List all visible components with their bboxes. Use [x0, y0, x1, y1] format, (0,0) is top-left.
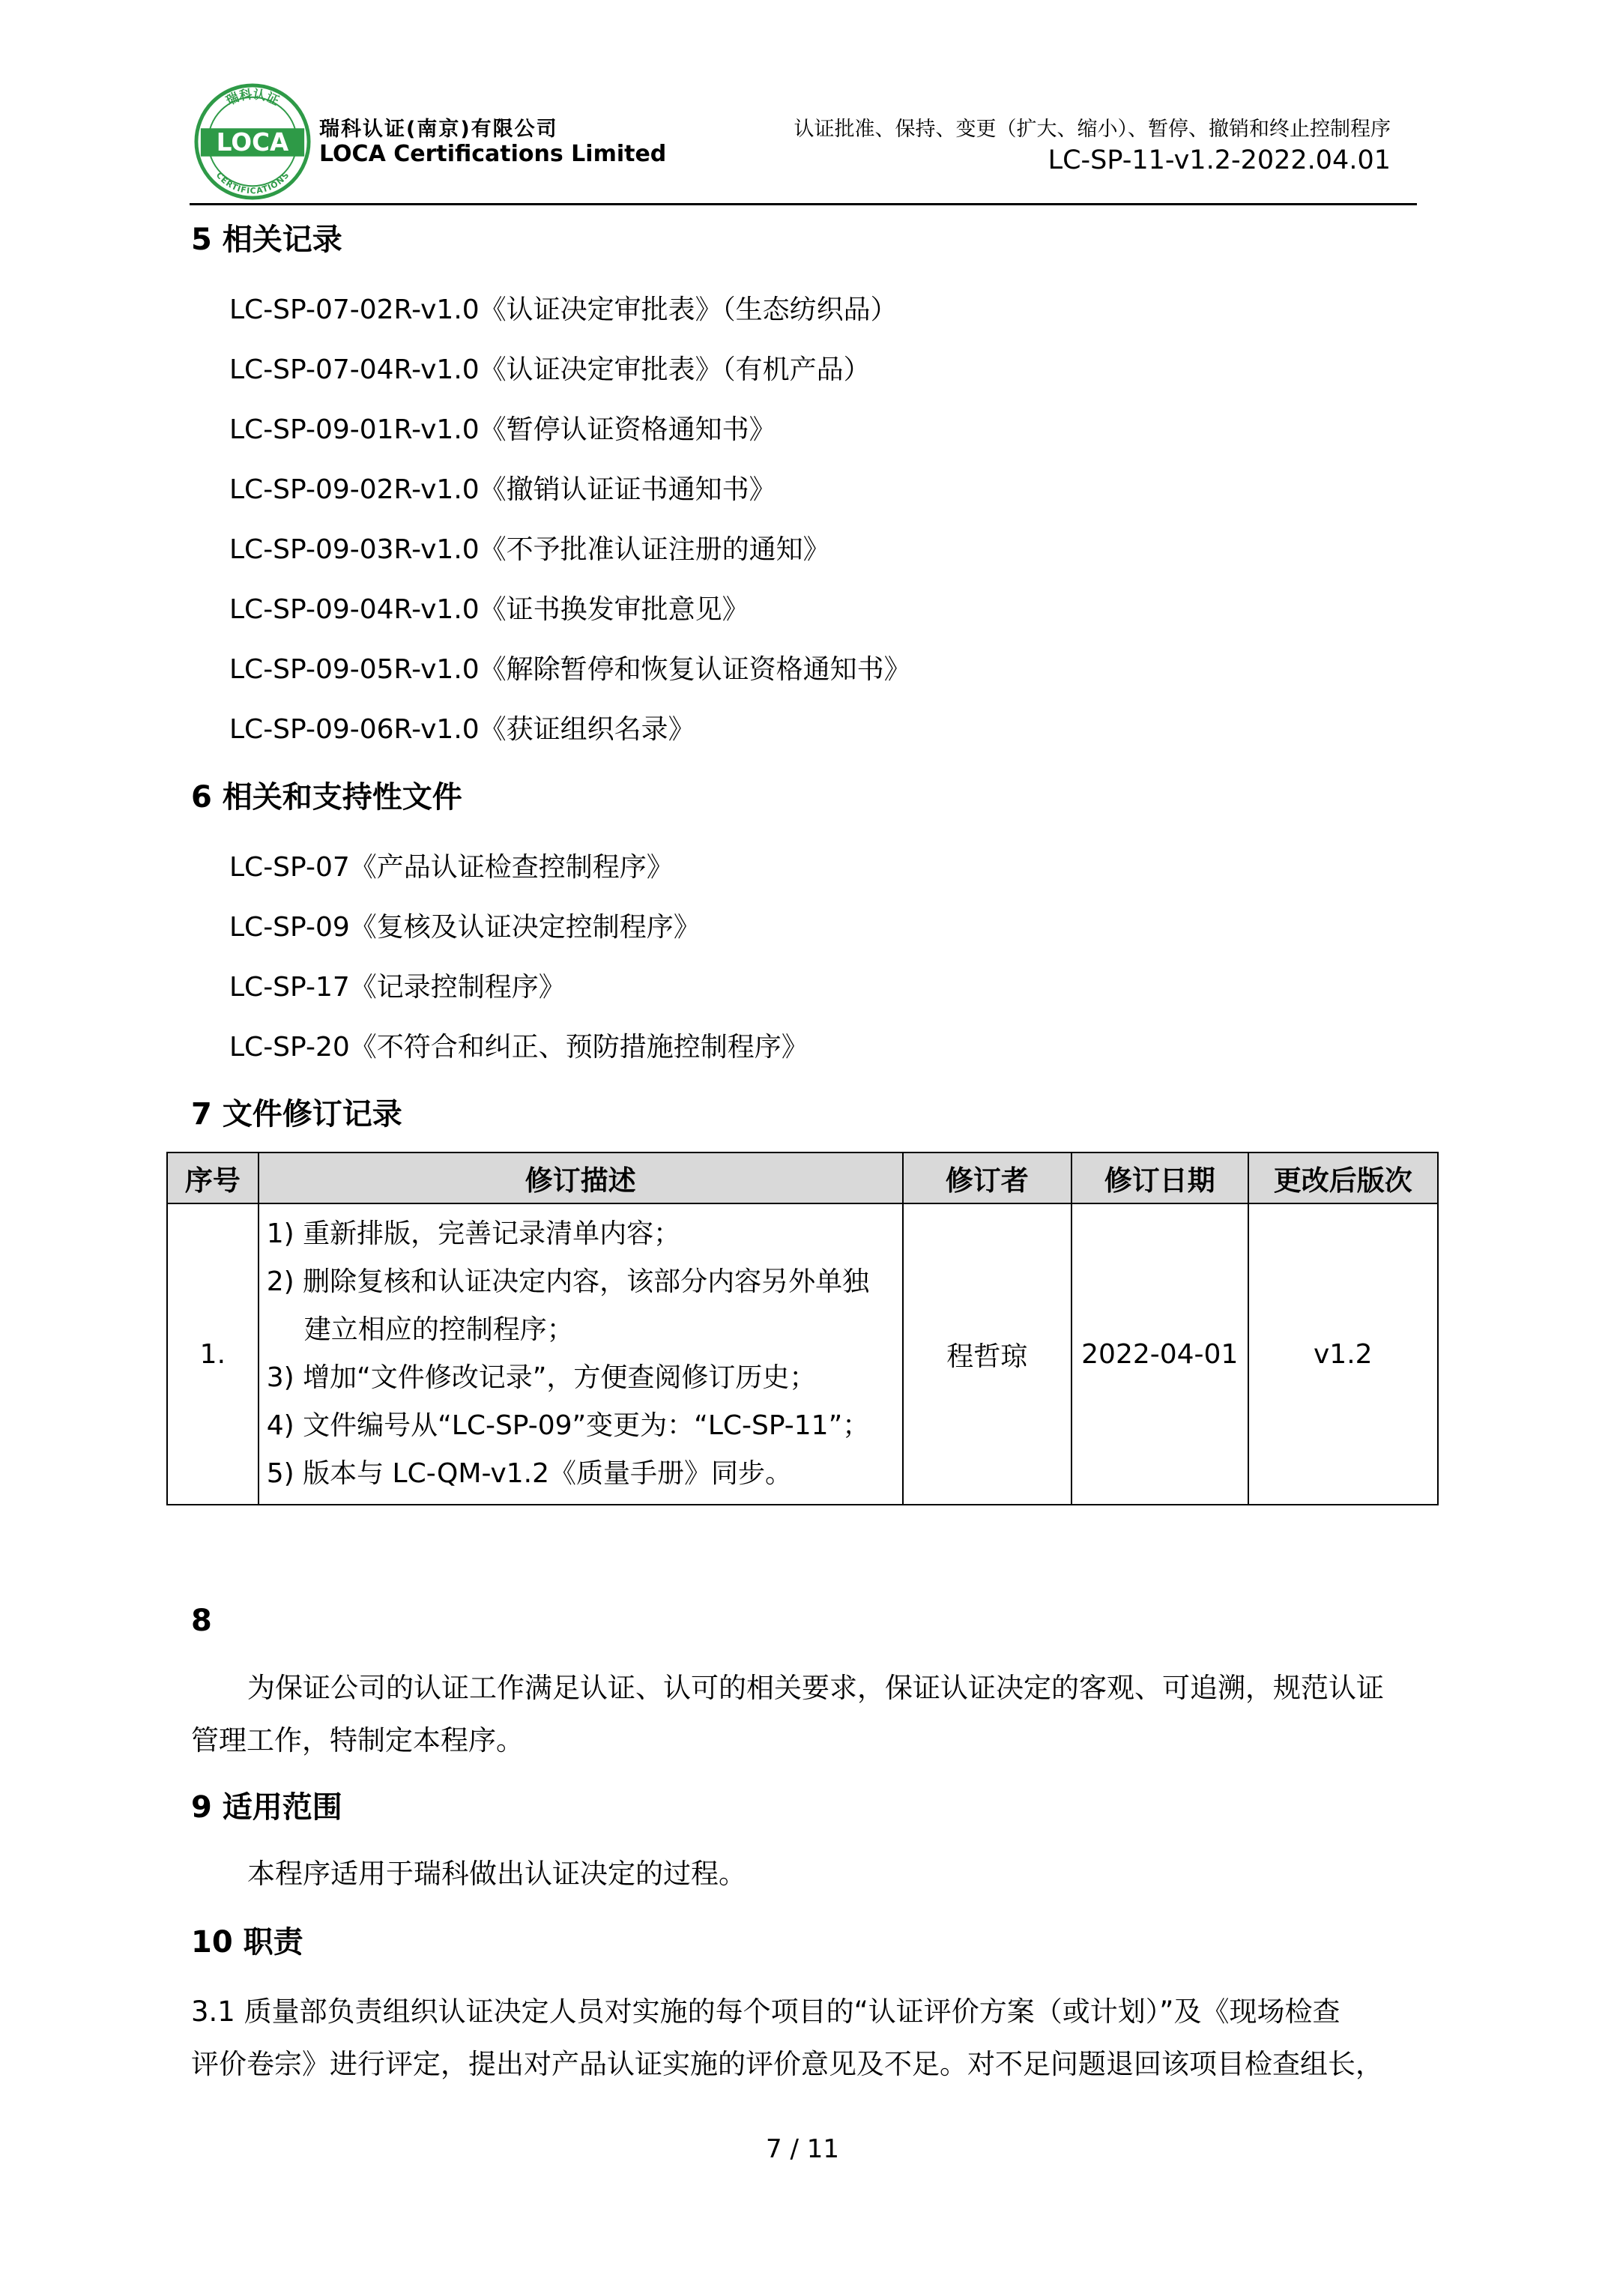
record-item: LC-SP-09-06R-v1.0《获证组织名录》 — [229, 714, 695, 745]
supporting-doc-item: LC-SP-17《记录控制程序》 — [229, 972, 566, 1003]
row-number: 1. — [167, 1203, 259, 1505]
revision-version: v1.2 — [1248, 1203, 1438, 1505]
description-line: 5) 版本与 LC-QM-v1.2《质量手册》同步。 — [266, 1458, 793, 1489]
company-name-cn: 瑞科认证(南京)有限公司 — [319, 118, 558, 141]
column-header: 修订描述 — [259, 1152, 903, 1203]
svg-text:瑞科认证: 瑞科认证 — [223, 86, 282, 109]
record-item: LC-SP-09-05R-v1.0《解除暂停和恢复认证资格通知书》 — [229, 654, 911, 685]
document-title: 认证批准、保持、变更（扩大、缩小）、暂停、撤销和终止控制程序 — [794, 118, 1391, 141]
section-7-heading: 7 文件修订记录 — [191, 1097, 402, 1132]
scope-paragraph: 本程序适用于瑞科做出认证决定的过程。 — [247, 1858, 746, 1890]
revision-description — [259, 1203, 903, 1505]
document-code: LC-SP-11-v1.2-2022.04.01 — [1048, 145, 1391, 175]
company-name-en: LOCA Certifications Limited — [319, 141, 667, 167]
record-item: LC-SP-09-01R-v1.0《暂停认证资格通知书》 — [229, 414, 776, 445]
description-line: 3) 增加“文件修改记录”，方便查阅修订历史； — [266, 1362, 817, 1393]
company-logo — [193, 82, 312, 201]
purpose-paragraph-line: 管理工作，特制定本程序。 — [191, 1724, 524, 1756]
record-item: LC-SP-09-03R-v1.0《不予批准认证注册的通知》 — [229, 534, 830, 565]
supporting-doc-item: LC-SP-09《复核及认证决定控制程序》 — [229, 912, 701, 943]
revision-table — [166, 1152, 1439, 1505]
description-line: 1) 重新排版，完善记录清单内容； — [266, 1218, 681, 1249]
column-header: 序号 — [167, 1152, 259, 1203]
supporting-doc-item: LC-SP-07《产品认证检查控制程序》 — [229, 852, 674, 883]
table-row — [167, 1203, 1438, 1505]
column-header: 修订者 — [903, 1152, 1071, 1203]
column-header: 更改后版次 — [1248, 1152, 1438, 1203]
section-9-heading: 9 适用范围 — [191, 1790, 342, 1825]
supporting-doc-item: LC-SP-20《不符合和纠正、预防措施控制程序》 — [229, 1032, 808, 1063]
svg-text:LOCA: LOCA — [216, 127, 289, 157]
purpose-paragraph-line: 为保证公司的认证工作满足认证、认可的相关要求，保证认证决定的客观、可追溯，规范认证 — [247, 1672, 1384, 1704]
record-item: LC-SP-07-02R-v1.0《认证决定审批表》（生态纺织品） — [229, 294, 898, 325]
description-line: 2) 删除复核和认证决定内容，该部分内容另外单独 — [266, 1266, 870, 1297]
revision-date: 2022-04-01 — [1071, 1203, 1248, 1505]
column-header: 修订日期 — [1071, 1152, 1248, 1203]
section-6-heading: 6 相关和支持性文件 — [191, 780, 462, 815]
record-item: LC-SP-09-02R-v1.0《撤销认证证书通知书》 — [229, 474, 776, 505]
section-10-heading: 10 职责 — [191, 1925, 303, 1960]
svg-text:CERTIFICATIONS: CERTIFICATIONS — [214, 170, 291, 196]
description-line: 建立相应的控制程序； — [303, 1314, 574, 1345]
revision-author: 程哲琼 — [903, 1203, 1071, 1505]
table-header-row — [167, 1152, 1438, 1203]
section-8-heading: 8 — [191, 1604, 212, 1638]
responsibility-paragraph-line: 3.1 质量部负责组织认证决定人员对实施的每个项目的“认证评价方案（或计划）”及《现场检查 — [191, 1996, 1340, 2028]
section-5-heading: 5 相关记录 — [191, 223, 342, 257]
description-line: 4) 文件编号从“LC-SP-09”变更为：“LC-SP-11”； — [266, 1410, 870, 1441]
responsibility-paragraph-line: 评价卷宗》进行评定，提出对产品认证实施的评价意见及不足。对不足问题退回该项目检查组长， — [191, 2048, 1383, 2080]
page-number: 7 / 11 — [766, 2134, 839, 2164]
header-divider — [190, 203, 1417, 205]
record-item: LC-SP-09-04R-v1.0《证书换发审批意见》 — [229, 594, 749, 625]
record-item: LC-SP-07-04R-v1.0《认证决定审批表》（有机产品） — [229, 354, 871, 385]
